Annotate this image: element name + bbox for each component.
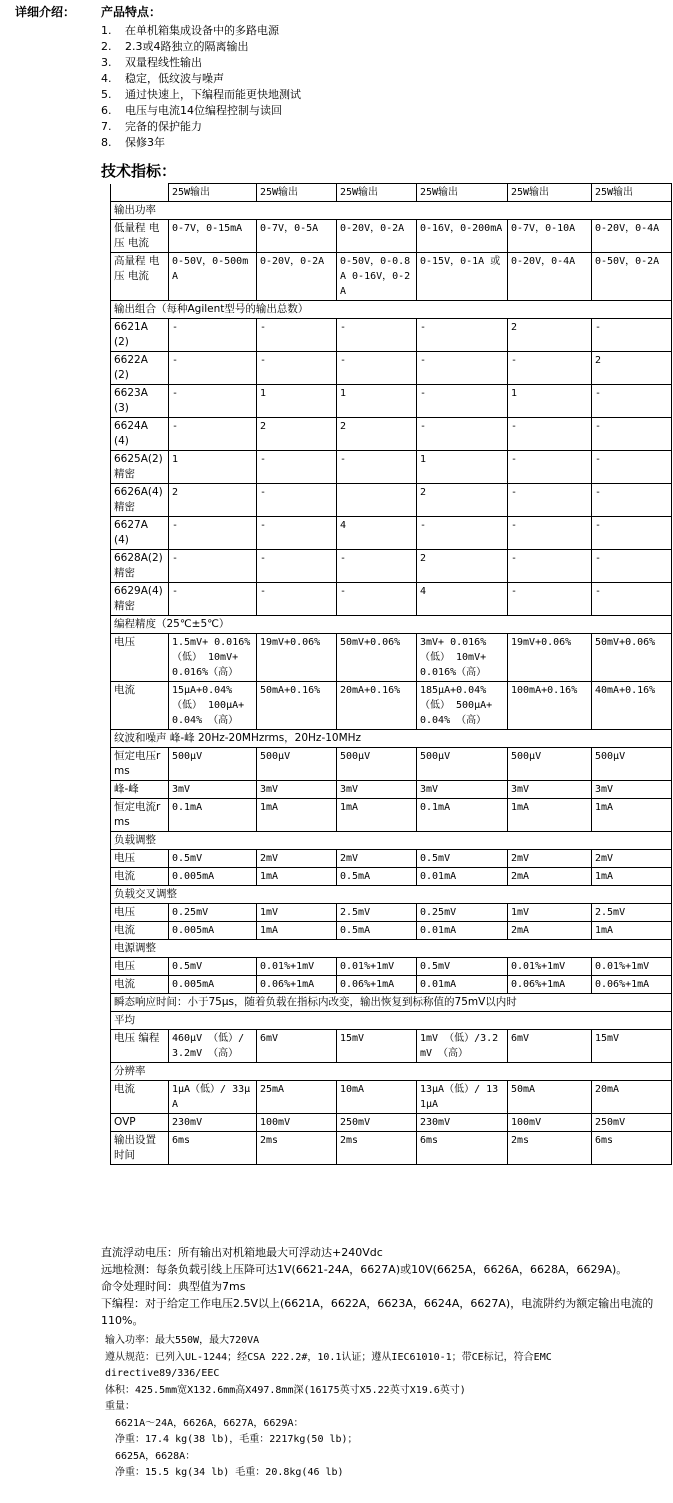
- table-section-row: [111, 832, 672, 850]
- table-row: [111, 781, 672, 799]
- table-cell: 0.005mA: [169, 922, 257, 940]
- table-row: [111, 922, 672, 940]
- table-cell: 40mA+0.16%: [592, 682, 672, 730]
- table-cell: -: [257, 484, 337, 517]
- table-cell: 10mA: [337, 1081, 417, 1114]
- table-cell: 0.5mA: [337, 868, 417, 886]
- feature-text: 在单机箱集成设备中的多路电源: [125, 24, 279, 37]
- table-cell: 0.06%+1mA: [337, 976, 417, 994]
- feature-text: 保修3年: [125, 136, 165, 149]
- table-cell: 0.5mA: [337, 922, 417, 940]
- feature-text: 稳定，低纹波与噪声: [125, 72, 224, 85]
- table-header-row: [111, 184, 672, 202]
- table-cell: 0.25mV: [417, 904, 508, 922]
- table-section-row: [111, 940, 672, 958]
- table-cell: 2ms: [337, 1132, 417, 1165]
- table-cell: 250mV: [592, 1114, 672, 1132]
- table-section-row: [111, 1063, 672, 1081]
- feature-number: 6.: [101, 104, 112, 117]
- section-label: 瞬态响应时间：小于75μs，随着负载在指标内改变，输出恢复到标称值的75mV以内时: [111, 994, 672, 1012]
- table-cell: 6mV: [508, 1030, 592, 1063]
- weight-line: 净重：17.4 kg(38 lb)，毛重：2217kg(50 lb)；: [115, 1434, 358, 1445]
- spec-note-line: 输入功率：最大550W，最大720VA: [105, 1335, 260, 1346]
- table-cell: -: [257, 550, 337, 583]
- table-cell: 6mV: [257, 1030, 337, 1063]
- table-cell: -: [169, 352, 257, 385]
- note-line: 远地检测：每条负载引线上压降可达1V(6621-24A，6627A)或10V(6625A，6626A，6628A，6629A)。: [101, 1263, 628, 1276]
- feature-number: 4.: [101, 72, 112, 85]
- table-cell: 0.01%+1mV: [592, 958, 672, 976]
- table-row: [111, 418, 672, 451]
- row-label-cell: 6629A(4) 精密: [111, 583, 169, 616]
- table-cell: 2: [592, 352, 672, 385]
- table-cell: -: [337, 352, 417, 385]
- row-label-cell: 低量程 电压 电流: [111, 220, 169, 253]
- table-row: [111, 904, 672, 922]
- table-cell: 50mV+0.06%: [592, 634, 672, 682]
- table-cell: -: [508, 352, 592, 385]
- feature-text: 电压与电流14位编程控制与读回: [125, 104, 282, 117]
- table-cell: 1mA: [592, 922, 672, 940]
- table-cell: 0.06%+1mA: [257, 976, 337, 994]
- table-cell: 0.5mV: [417, 958, 508, 976]
- row-label-cell: 电压: [111, 904, 169, 922]
- weight-line: 净重：15.5 kg(34 lb) 毛重：20.8kg(46 lb): [115, 1467, 344, 1478]
- table-cell: -: [169, 517, 257, 550]
- table-cell: 1mA: [257, 868, 337, 886]
- table-cell: 0.01mA: [417, 922, 508, 940]
- table-cell: -: [337, 451, 417, 484]
- table-cell: -: [417, 352, 508, 385]
- table-cell: 2.5mV: [337, 904, 417, 922]
- row-label-cell: 6623A (3): [111, 385, 169, 418]
- table-cell: 6ms: [169, 1132, 257, 1165]
- feature-text: 完备的保护能力: [125, 120, 202, 133]
- table-row: [111, 550, 672, 583]
- table-cell: 50mA+0.16%: [257, 682, 337, 730]
- table-row: [111, 799, 672, 832]
- table-cell: 1mA: [592, 868, 672, 886]
- table-cell: -: [337, 319, 417, 352]
- table-cell: 2mA: [508, 868, 592, 886]
- notes-block: [101, 1244, 671, 1329]
- table-cell: 0-7V，0-5A: [257, 220, 337, 253]
- table-cell: 0-20V，0-4A: [592, 220, 672, 253]
- feature-number: 5.: [101, 88, 112, 101]
- table-row: [111, 1132, 672, 1165]
- row-label-cell: 电流: [111, 868, 169, 886]
- section-label: 平均: [111, 1012, 672, 1030]
- table-cell: 20mA+0.16%: [337, 682, 417, 730]
- table-cell: 25mA: [257, 1081, 337, 1114]
- table-cell: 0.005mA: [169, 868, 257, 886]
- table-cell: 3mV: [508, 781, 592, 799]
- table-row: [111, 1114, 672, 1132]
- table-cell: 3mV: [592, 781, 672, 799]
- row-label-cell: 输出设置时间: [111, 1132, 169, 1165]
- table-cell: -: [508, 550, 592, 583]
- table-cell: 500μV: [417, 748, 508, 781]
- table-cell: 2: [337, 418, 417, 451]
- table-row: [111, 319, 672, 352]
- table-cell: -: [508, 451, 592, 484]
- table-cell: -: [169, 550, 257, 583]
- table-cell: 0.01mA: [417, 976, 508, 994]
- table-cell: 0.06%+1mA: [508, 976, 592, 994]
- table-cell: 1mA: [337, 799, 417, 832]
- table-cell: -: [257, 319, 337, 352]
- table-row: [111, 958, 672, 976]
- table-cell: 4: [337, 517, 417, 550]
- feature-text: 2.3或4路独立的隔离输出: [125, 40, 249, 53]
- table-section-row: [111, 202, 672, 220]
- feature-item: [101, 119, 301, 135]
- table-cell: 500μV: [508, 748, 592, 781]
- table-cell: 50mA: [508, 1081, 592, 1114]
- table-row: [111, 253, 672, 301]
- table-row: [111, 868, 672, 886]
- table-row: [111, 517, 672, 550]
- table-row: [111, 850, 672, 868]
- table-cell: 1: [337, 385, 417, 418]
- table-cell: -: [508, 484, 592, 517]
- table-cell: 0-7V，0-10A: [508, 220, 592, 253]
- table-header-cell: 25W输出: [508, 184, 592, 202]
- table-cell: 0-20V，0-4A: [508, 253, 592, 301]
- row-label-cell: 电压: [111, 850, 169, 868]
- table-row: [111, 583, 672, 616]
- table-cell: -: [257, 451, 337, 484]
- table-cell: 3mV: [337, 781, 417, 799]
- table-cell: -: [257, 352, 337, 385]
- row-label-cell: 恒定电压rms: [111, 748, 169, 781]
- table-cell: 0-16V，0-200mA: [417, 220, 508, 253]
- table-cell: -: [169, 385, 257, 418]
- section-label: 纹波和噪声 峰-峰 20Hz-20MHzrms，20Hz-10MHz: [111, 730, 672, 748]
- row-label-cell: 电流: [111, 1081, 169, 1114]
- table-cell: 250mV: [337, 1114, 417, 1132]
- table-row: [111, 634, 672, 682]
- spec-note-line: 遵从规范：已列入UL-1244；经CSA 222.2#，10.1认证；遵从IEC61010-1；带CE标记，符合EMC directive89/336/EEC: [105, 1351, 552, 1379]
- table-cell: 19mV+0.06%: [257, 634, 337, 682]
- table-cell: 0.5mV: [169, 958, 257, 976]
- note-line: 直流浮动电压：所有输出对机箱地最大可浮动达+240Vdc: [101, 1246, 383, 1259]
- feature-number: 2.: [101, 40, 112, 53]
- note-line: 命令处理时间：典型值为7ms: [101, 1280, 246, 1293]
- table-cell: 100mV: [257, 1114, 337, 1132]
- row-label-cell: 峰-峰: [111, 781, 169, 799]
- table-cell: 50mV+0.06%: [337, 634, 417, 682]
- table-cell: 1: [417, 451, 508, 484]
- table-cell: 0.5mV: [169, 850, 257, 868]
- feature-item: [101, 23, 301, 39]
- row-label-cell: 6626A(4) 精密: [111, 484, 169, 517]
- row-label-cell: 电压: [111, 634, 169, 682]
- row-label-cell: OVP: [111, 1114, 169, 1132]
- table-cell: 6ms: [592, 1132, 672, 1165]
- table-cell: 185μA+0.04% （低） 500μA+0.04% （高）: [417, 682, 508, 730]
- table-cell: 2mV: [508, 850, 592, 868]
- row-label-cell: 电流: [111, 976, 169, 994]
- table-section-row: [111, 994, 672, 1012]
- weight-line: 6625A，6628A：: [115, 1450, 196, 1462]
- table-cell: 0-50V，0-500mA: [169, 253, 257, 301]
- table-cell: -: [417, 385, 508, 418]
- row-label-cell: 6625A(2) 精密: [111, 451, 169, 484]
- weight-line: 6621A～24A，6626A，6627A，6629A：: [115, 1417, 304, 1429]
- table-cell: 0-50V，0-0.8A 0-16V，0-2A: [337, 253, 417, 301]
- table-cell: 3mV: [417, 781, 508, 799]
- row-label-cell: 电流: [111, 682, 169, 730]
- row-label-cell: 6621A (2): [111, 319, 169, 352]
- table-cell: 100mA+0.16%: [508, 682, 592, 730]
- table-cell: 2: [169, 484, 257, 517]
- table-cell: 0.1mA: [417, 799, 508, 832]
- table-cell: 3mV: [257, 781, 337, 799]
- table-cell: 3mV+ 0.016%（低） 10mV+ 0.016%（高）: [417, 634, 508, 682]
- table-cell: 4: [417, 583, 508, 616]
- table-row: [111, 682, 672, 730]
- table-cell: 15mV: [337, 1030, 417, 1063]
- table-cell: 1: [508, 385, 592, 418]
- table-cell: 2: [417, 550, 508, 583]
- table-cell: -: [592, 583, 672, 616]
- table-cell: 2mV: [337, 850, 417, 868]
- row-label-cell: 恒定电流rms: [111, 799, 169, 832]
- table-cell: -: [592, 319, 672, 352]
- feature-text: 通过快速上，下编程而能更快地测试: [125, 88, 301, 101]
- table-cell: 0-50V，0-2A: [592, 253, 672, 301]
- feature-number: 7.: [101, 120, 112, 133]
- spec-table: [110, 183, 672, 1165]
- feature-item: [101, 87, 301, 103]
- table-cell: 2: [417, 484, 508, 517]
- table-cell: 0.01%+1mV: [337, 958, 417, 976]
- table-cell: 20mA: [592, 1081, 672, 1114]
- feature-number: 3.: [101, 56, 112, 69]
- table-row: [111, 451, 672, 484]
- row-label-cell: 6627A (4): [111, 517, 169, 550]
- features-title: 产品特点：: [101, 5, 162, 19]
- section-label: 负载交叉调整: [111, 886, 672, 904]
- table-cell: 1mA: [508, 799, 592, 832]
- table-cell: 0.01%+1mV: [508, 958, 592, 976]
- spec-note-line: 重量：: [105, 1401, 135, 1412]
- row-label-cell: 6624A (4): [111, 418, 169, 451]
- table-cell: 0.005mA: [169, 976, 257, 994]
- intro-label: 详细介绍：: [15, 5, 76, 19]
- table-cell: 230mV: [169, 1114, 257, 1132]
- table-row: [111, 352, 672, 385]
- table-row: [111, 220, 672, 253]
- table-cell: 1: [257, 385, 337, 418]
- table-row: [111, 976, 672, 994]
- feature-item: [101, 71, 301, 87]
- table-cell: -: [508, 583, 592, 616]
- section-label: 编程精度（25℃±5℃）: [111, 616, 672, 634]
- feature-number: 8.: [101, 136, 112, 149]
- table-cell: 0.5mV: [417, 850, 508, 868]
- table-cell: 230mV: [417, 1114, 508, 1132]
- table-cell: 1.5mV+ 0.016%（低） 10mV+ 0.016%（高）: [169, 634, 257, 682]
- table-cell: 2.5mV: [592, 904, 672, 922]
- table-cell: 500μV: [592, 748, 672, 781]
- section-label: 分辨率: [111, 1063, 672, 1081]
- table-section-row: [111, 301, 672, 319]
- features-list: [101, 23, 301, 151]
- table-cell: -: [592, 385, 672, 418]
- specs-notes-block: [105, 1333, 671, 1482]
- table-cell: [337, 484, 417, 517]
- table-cell: 1: [169, 451, 257, 484]
- tech-spec-title: 技术指标：: [101, 162, 177, 180]
- table-cell: -: [592, 550, 672, 583]
- table-cell: 2ms: [508, 1132, 592, 1165]
- table-cell: 3mV: [169, 781, 257, 799]
- table-cell: 2mV: [257, 850, 337, 868]
- table-row: [111, 484, 672, 517]
- table-cell: 0.06%+1mA: [592, 976, 672, 994]
- table-cell: -: [417, 517, 508, 550]
- table-cell: 2mV: [592, 850, 672, 868]
- table-cell: 0.01mA: [417, 868, 508, 886]
- spec-note-line: 体积：425.5mm宽X132.6mm高X497.8mm深(16175英寸X5.22英寸X19.6英寸): [105, 1384, 466, 1396]
- table-section-row: [111, 1012, 672, 1030]
- row-label-cell: 电压: [111, 958, 169, 976]
- table-cell: 100mV: [508, 1114, 592, 1132]
- table-header-cell: 25W输出: [257, 184, 337, 202]
- table-header-cell: 25W输出: [169, 184, 257, 202]
- table-cell: 1mV （低）/3.2mV （高）: [417, 1030, 508, 1063]
- table-section-row: [111, 616, 672, 634]
- table-cell: 1mV: [508, 904, 592, 922]
- row-label-cell: 电压 编程: [111, 1030, 169, 1063]
- table-cell: 1mA: [257, 922, 337, 940]
- table-cell: -: [337, 583, 417, 616]
- feature-item: [101, 135, 301, 151]
- row-label-cell: 电流: [111, 922, 169, 940]
- table-header-cell: 25W输出: [337, 184, 417, 202]
- feature-number: 1.: [101, 24, 112, 37]
- table-cell: 0-15V，0-1A 或: [417, 253, 508, 301]
- table-cell: -: [257, 583, 337, 616]
- table-section-row: [111, 730, 672, 748]
- table-cell: -: [417, 319, 508, 352]
- table-cell: 1mA: [592, 799, 672, 832]
- table-section-row: [111, 886, 672, 904]
- table-cell: 0.1mA: [169, 799, 257, 832]
- table-cell: 2: [508, 319, 592, 352]
- table-cell: -: [169, 319, 257, 352]
- table-cell: 0-7V，0-15mA: [169, 220, 257, 253]
- section-label: 负载调整: [111, 832, 672, 850]
- row-label-cell: 6628A(2) 精密: [111, 550, 169, 583]
- table-cell: -: [417, 418, 508, 451]
- feature-item: [101, 39, 301, 55]
- table-header-cell: [111, 184, 169, 202]
- row-label-cell: 6622A (2): [111, 352, 169, 385]
- table-cell: 15mV: [592, 1030, 672, 1063]
- feature-item: [101, 103, 301, 119]
- table-cell: 460μV （低）/3.2mV （高）: [169, 1030, 257, 1063]
- table-cell: 1μA（低）/ 33μA: [169, 1081, 257, 1114]
- table-row: [111, 748, 672, 781]
- table-cell: 500μV: [169, 748, 257, 781]
- table-cell: 0.25mV: [169, 904, 257, 922]
- feature-text: 双量程线性输出: [125, 56, 202, 69]
- section-label: 输出组合（每种Agilent型号的输出总数）: [111, 301, 672, 319]
- table-cell: -: [592, 517, 672, 550]
- feature-item: [101, 55, 301, 71]
- table-header-cell: 25W输出: [592, 184, 672, 202]
- table-cell: 1mA: [257, 799, 337, 832]
- section-label: 输出功率: [111, 202, 672, 220]
- table-row: [111, 1030, 672, 1063]
- table-cell: 2mA: [508, 922, 592, 940]
- table-row: [111, 385, 672, 418]
- table-cell: -: [508, 418, 592, 451]
- table-cell: 0.01%+1mV: [257, 958, 337, 976]
- table-cell: 13μA（低）/ 131μA: [417, 1081, 508, 1114]
- table-cell: -: [169, 583, 257, 616]
- table-cell: -: [592, 451, 672, 484]
- table-cell: 0-20V，0-2A: [257, 253, 337, 301]
- table-cell: -: [169, 418, 257, 451]
- table-cell: 6ms: [417, 1132, 508, 1165]
- table-cell: 500μV: [257, 748, 337, 781]
- table-cell: 0-20V，0-2A: [337, 220, 417, 253]
- table-header-cell: 25W输出: [417, 184, 508, 202]
- row-label-cell: 高量程 电压 电流: [111, 253, 169, 301]
- table-cell: -: [592, 484, 672, 517]
- table-row: [111, 1081, 672, 1114]
- table-cell: 1mV: [257, 904, 337, 922]
- note-line: 下编程：对于给定工作电压2.5V以上(6621A，6622A，6623A，6624A，6627A)，电流阱约为额定输出电流的110%。: [101, 1297, 654, 1327]
- table-cell: 15μA+0.04% （低） 100μA+0.04% （高）: [169, 682, 257, 730]
- table-cell: -: [508, 517, 592, 550]
- table-cell: -: [592, 418, 672, 451]
- table-cell: -: [337, 550, 417, 583]
- table-cell: 2: [257, 418, 337, 451]
- table-cell: 2ms: [257, 1132, 337, 1165]
- table-cell: -: [257, 517, 337, 550]
- section-label: 电源调整: [111, 940, 672, 958]
- table-cell: 500μV: [337, 748, 417, 781]
- table-cell: 19mV+0.06%: [508, 634, 592, 682]
